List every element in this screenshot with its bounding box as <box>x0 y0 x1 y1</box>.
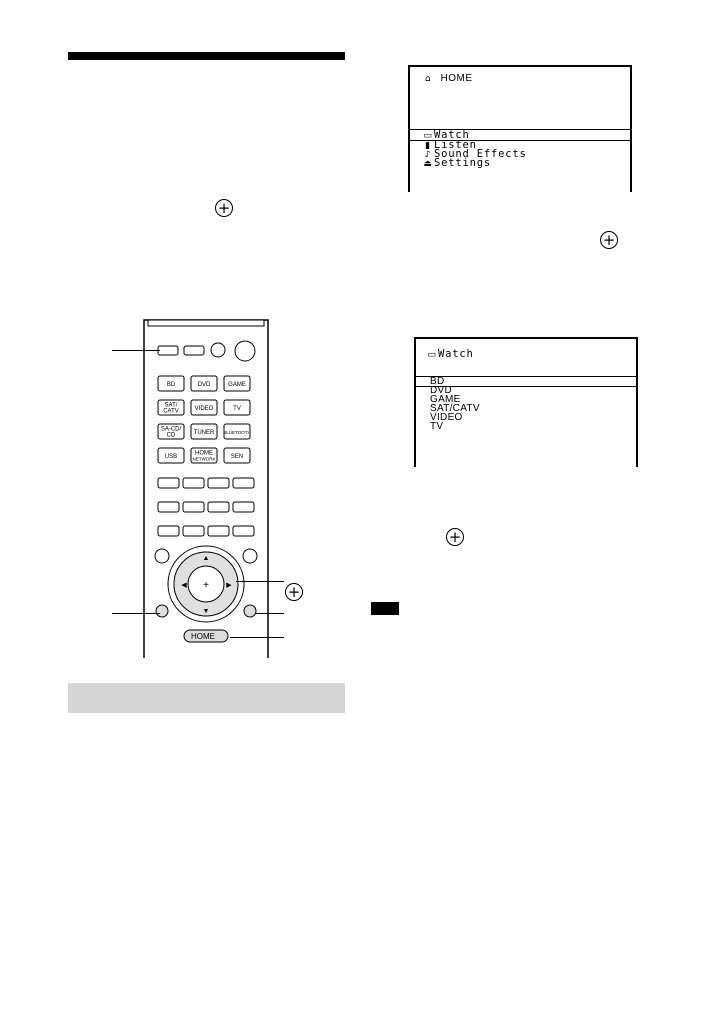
input-button-label: TV <box>233 406 241 412</box>
back-button[interactable] <box>156 605 168 617</box>
d-pad[interactable] <box>168 546 244 622</box>
input-button-label: USB <box>164 454 178 460</box>
svg-text:▶: ▶ <box>226 582 232 589</box>
callout-line-power <box>112 350 160 351</box>
callout-line-back <box>112 613 160 614</box>
enter-button-icon: + <box>446 528 464 546</box>
input-button-label: SA-CD/ <box>160 426 182 433</box>
menu-item-watch[interactable]: ▭Watch <box>423 129 470 141</box>
watch-menu-title: ▭Watch <box>427 348 474 360</box>
input-button-label: VIDEO <box>194 406 214 412</box>
menu-item-settings[interactable]: ⏏Settings <box>423 157 491 169</box>
note-label-tag <box>371 602 399 615</box>
input-button-label: NETWORK <box>192 456 216 462</box>
speaker-icon: ▮ <box>425 141 431 151</box>
input-item-bd[interactable]: BD <box>430 376 445 387</box>
enter-button-icon: + <box>600 231 618 249</box>
input-button-label: SEN <box>230 454 244 460</box>
tv-icon: ▭ <box>423 131 433 141</box>
watch-menu-screen <box>414 337 638 467</box>
tv-icon: ▭ <box>427 350 437 360</box>
menu-item-listen[interactable]: ▮ Listen <box>422 140 477 151</box>
toolbox-icon: ⏏ <box>423 159 433 169</box>
input-button-label: CD <box>166 432 176 439</box>
section-heading-rule <box>68 52 345 60</box>
svg-text:HOME: HOME <box>191 632 215 641</box>
menu-item-sound-effects[interactable]: ♪ Sound Effects <box>422 149 527 160</box>
remote-control-illustration <box>142 318 270 658</box>
enter-button-icon: + <box>215 199 233 217</box>
input-item-game[interactable]: GAME <box>430 394 461 405</box>
input-button-label: BD <box>166 382 176 388</box>
section-heading-bar <box>68 683 345 713</box>
music-note-icon: ♪ <box>424 150 432 160</box>
input-item-sat-catv[interactable]: SAT/CATV <box>430 403 480 414</box>
callout-line-options <box>256 613 284 614</box>
svg-text:◀: ◀ <box>181 582 187 589</box>
input-item-tv[interactable]: TV <box>430 421 444 432</box>
power-button[interactable] <box>158 346 178 355</box>
svg-text:+: + <box>203 580 209 591</box>
input-button-label: HOME <box>195 450 213 457</box>
callout-line-home <box>230 637 284 638</box>
input-button-label: TUNER <box>193 430 215 436</box>
home-menu-title: ⌂ HOME <box>422 73 473 84</box>
home-icon: ⌂ <box>424 74 432 84</box>
input-button-label: DVD <box>197 382 211 388</box>
callout-line-enter <box>236 581 284 582</box>
input-button-label: GAME <box>228 382 246 388</box>
input-button-label: CATV <box>163 408 179 415</box>
svg-text:▼: ▼ <box>202 608 210 615</box>
home-menu-screen <box>408 65 632 192</box>
input-button-label: SAT/ <box>164 402 178 409</box>
svg-text:▲: ▲ <box>202 555 210 562</box>
options-button[interactable] <box>244 605 256 617</box>
enter-button-icon: + <box>285 583 303 601</box>
input-button-label: BLUETOOTH <box>223 430 251 435</box>
input-item-dvd[interactable]: DVD <box>430 385 453 396</box>
input-item-video[interactable]: VIDEO <box>430 412 463 423</box>
